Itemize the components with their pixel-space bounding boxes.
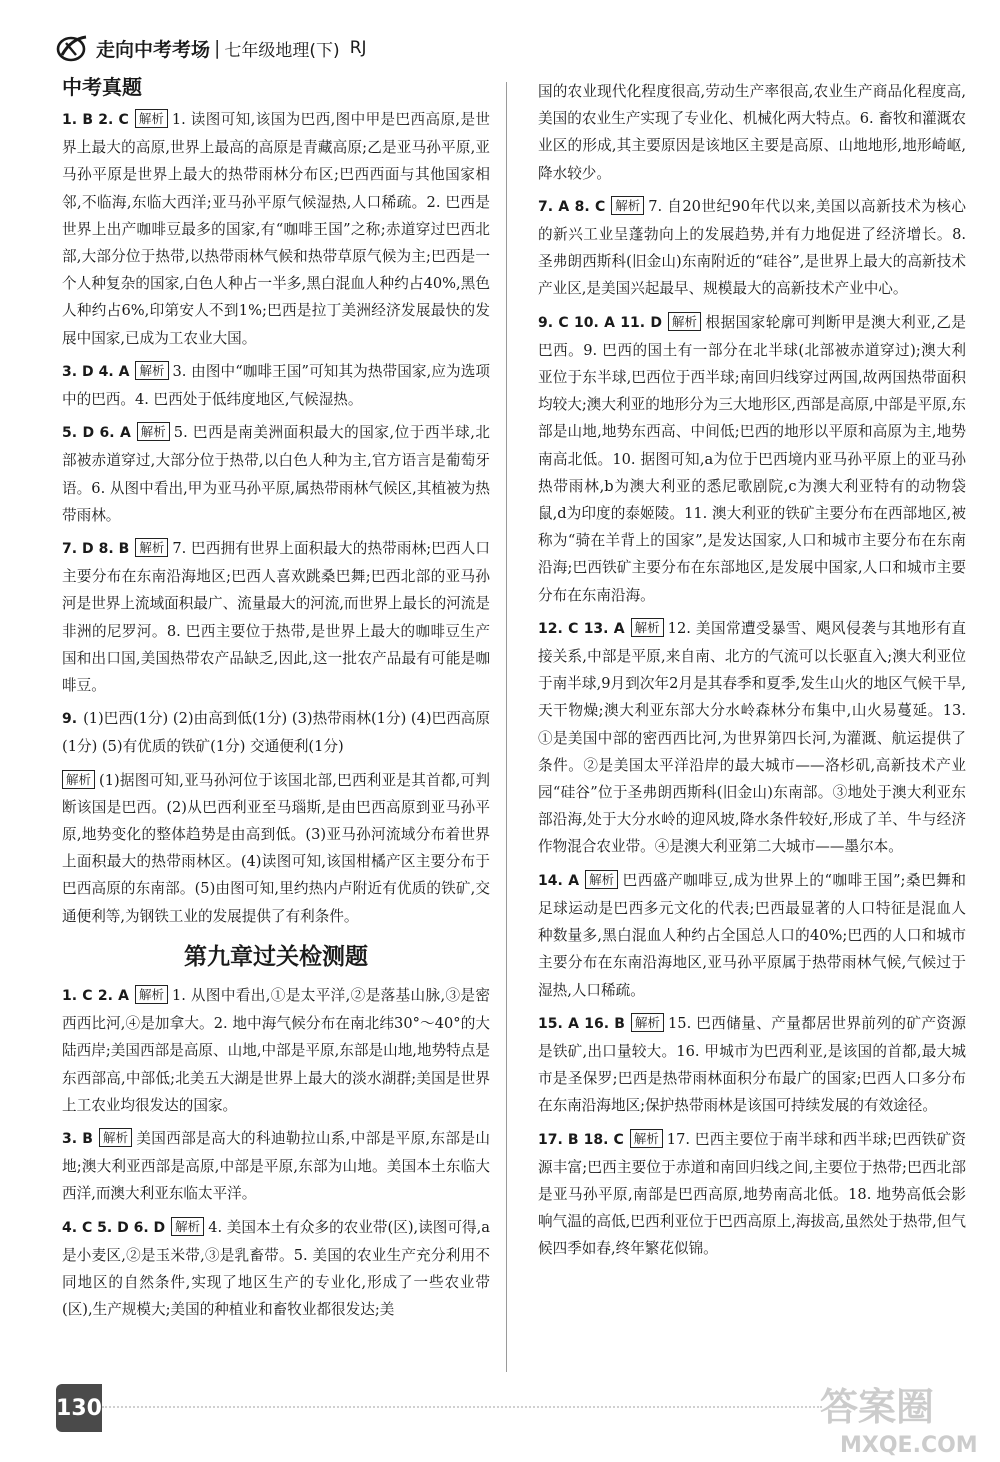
answer-explanation: 4. 美国本土有众多的农业带(区),读图可得,a是小麦区,②是玉米带,③是乳畜带。5. 美国的农业生产充分利用不同地区的自然条件,实现了地区生产的专业化,形成了一些农业带(区),生产规模大;美国的种植业和畜牧业都很发达;美: [62, 1218, 490, 1319]
column-divider: [506, 82, 507, 1372]
section-title: 中考真题: [62, 75, 142, 99]
answer-key: 3. D 4. A: [62, 363, 130, 380]
answer-item: [62, 705, 490, 760]
analysis-tag: 解析: [135, 985, 168, 1004]
answer-key: 17. B 18. C: [538, 1131, 624, 1148]
answer-key: 1. B 2. C: [62, 112, 129, 128]
header-separator: |: [214, 37, 221, 59]
analysis-tag: 解析: [135, 109, 168, 128]
answer-item: [62, 535, 490, 699]
answer-item: [538, 867, 966, 1004]
answer-key: 7. D 8. B: [62, 541, 130, 558]
analysis-tag: 解析: [171, 1217, 204, 1236]
answer-key: 5. D 6. A: [62, 425, 131, 442]
answer-item: [538, 1126, 966, 1263]
answer-item: [538, 78, 966, 187]
watermark-url: MXQE.COM: [840, 1433, 978, 1458]
analysis-tag: 解析: [585, 870, 618, 889]
answer-item: [538, 309, 966, 609]
answer-item: [62, 1214, 490, 1324]
brand-name: 走向中考考场: [96, 38, 211, 61]
answer-explanation: 17. 巴西主要位于南半球和西半球;巴西铁矿资源丰富;巴西主要位于赤道和南回归线之间,主要位于热带;巴西北部是亚马孙平原,南部是巴西高原,地势南高北低。18. 地势高低会影响气温的高低,巴西利亚位于巴西高原上,海拔高,虽然处于热带,但气候四季如春,终年繁花似锦。: [538, 1130, 966, 1258]
answer-item: [62, 1125, 490, 1208]
subject-label: 七年级地理(下): [224, 40, 340, 61]
answer-item: [538, 1010, 966, 1120]
answer-key: 9.: [62, 711, 78, 728]
answer-explanation: 15. 巴西储量、产量都居世界前列的矿产资源是铁矿,出口量较大。16. 甲城市为巴西利亚,是该国的首都,最大城市是圣保罗;巴西是热带雨林面积分布最广的国家;巴西人口多分布在东南沿海地区;保护热带雨林是该国可持续发展的有效途径。: [538, 1014, 966, 1115]
answer-item: [62, 419, 490, 529]
answer-explanation: 3. 由图中“咖啡王国”可知其为热带国家,应为选项中的巴西。4. 巴西处于低纬度地区,气候湿热。: [62, 362, 490, 409]
page-number: 130: [56, 1384, 102, 1432]
left-answer-list: [62, 106, 490, 930]
brand-logo-icon: [56, 33, 90, 63]
answer-item: [62, 106, 490, 352]
answer-explanation: (1)巴西(1分) (2)由高到低(1分) (3)热带雨林(1分) (4)巴西高原(1分) (5)有优质的铁矿(1分) 交通便利(1分): [62, 710, 490, 756]
answer-key: 4. C 5. D 6. D: [62, 1219, 166, 1236]
chapter-title: 第九章过关检测题: [184, 943, 368, 970]
answer-explanation: 12. 美国常遭受暴雪、飓风侵袭与其地形有直接关系,中部是平原,来自南、北方的气流可以长驱直入;澳大利亚位于南半球,9月到次年2月是其春季和夏季,发生山火的地区气候干旱,天干物燥;澳大利亚东部大分水岭森林分布集中,山火易蔓延。13. ①是美国中部的密西西比河,为世界第四长河,为灌溉、航运提供了条件。②是美国太平洋沿岸的最大城市——洛杉矶,高新技术产业园“硅谷”位于圣弗朗西斯科(旧金山)东南部。③地处于澳大利亚东部沿海,处于大分水岭的迎风坡,降水条件较好,形成了羊、牛与经济作物混合农业带。④是澳大利亚第二大城市——墨尔本。: [538, 619, 966, 856]
answer-explanation: 美国西部是高大的科迪勒拉山系,中部是平原,东部是山地;澳大利亚西部是高原,中部是平原,东部为山地。美国本土东临大西洋,而澳大利亚东临太平洋。: [62, 1129, 490, 1203]
analysis-tag: 解析: [631, 618, 664, 637]
edition-label: RJ: [349, 38, 367, 58]
analysis-tag: 解析: [631, 1013, 664, 1032]
watermark-text: 答案圈: [820, 1385, 935, 1429]
answer-key: 12. C 13. A: [538, 620, 625, 637]
answer-item: [62, 767, 490, 930]
answer-key: 14. A: [538, 872, 580, 889]
answer-explanation: 7. 巴西拥有世界上面积最大的热带雨林;巴西人口主要分布在东南沿海地区;巴西人喜欢跳桑巴舞;巴西北部的亚马孙河是世界上流域面积最广、流量最大的河流,而世界上最长的河流是非洲的尼罗河。8. 巴西主要位于热带,是世界上最大的咖啡豆生产国和出口国,美国热带农产品缺乏,因此,这一批农产品最有可能是咖啡豆。: [62, 540, 490, 695]
analysis-tag: 解析: [630, 1129, 663, 1148]
answer-key: 1. C 2. A: [62, 987, 129, 1004]
answer-item: [62, 982, 490, 1119]
answer-explanation: (1)据图可知,亚马孙河位于该国北部,巴西利亚是其首都,可判断该国是巴西。(2)从巴西利亚至马瑙斯,是由巴西高原到亚马孙平原,地势变化的整体趋势是由高到低。(3)亚马孙河流域分布着世界上面积最大的热带雨林区。(4)读图可知,该国柑橘产区主要分布于巴西高原的东南部。(5)由图可知,里约热内卢附近有优质的铁矿,交通便利等,为钢铁工业的发展提供了有利条件。: [62, 771, 490, 925]
answer-key: 3. B: [62, 1130, 93, 1147]
answer-key: 15. A 16. B: [538, 1015, 625, 1032]
analysis-tag: 解析: [137, 422, 170, 441]
analysis-tag: 解析: [611, 196, 644, 215]
analysis-tag: 解析: [135, 538, 168, 557]
left-column: [62, 72, 490, 1329]
answer-explanation: 国的农业现代化程度很高,劳动生产率很高,农业生产商品化程度高,美国的农业生产实现了专业化、机械化两大特点。6. 畜牧和灌溉农业区的形成,其主要原因是该地区主要是高原、山地地形,地形崎岖,降水较少。: [538, 83, 966, 182]
chapter-answer-list: [62, 982, 490, 1323]
watermark-logo: [812, 1376, 982, 1458]
answer-key: 9. C 10. A 11. D: [538, 314, 663, 331]
answer-key: 7. A 8. C: [538, 198, 606, 215]
analysis-tag: 解析: [668, 312, 701, 331]
answer-explanation: 根据国家轮廓可判断甲是澳大利亚,乙是巴西。9. 巴西的国土有一部分在北半球(北部被赤道穿过);澳大利亚位于东半球,巴西位于西半球;南回归线穿过两国,故两国热带面积均较大;澳大利亚的地形分为三大地形区,西部是高原,中部是平原,东部是山地,地势东西高、中间低;巴西的地形以平原和高原为主,地势南高北低。10. 据图可知,a为位于巴西境内亚马孙平原上的亚马孙热带雨林,b为澳大利亚的悉尼歌剧院,c为澳大利亚特有的动物袋鼠,d为印度的泰姬陵。11. 澳大利亚的铁矿主要分布在西部地区,被称为“骑在羊背上的国家”,是发达国家,人口和城市主要分布在东南沿海;巴西铁矿主要分布在东部地区,是发展中国家,人口和城市主要分布在东南沿海。: [538, 313, 967, 604]
analysis-tag: 解析: [99, 1128, 132, 1147]
answer-explanation: 巴西盛产咖啡豆,成为世界上的“咖啡王国”;桑巴舞和足球运动是巴西多元文化的代表;巴西最显著的人口特征是混血人种数量多,黑白混血人种约占全国总人口的40%;巴西的人口和城市主要分布在东南沿海地区,亚马孙平原属于热带雨林气候,气候过于湿热,人口稀疏。: [538, 871, 967, 999]
analysis-tag: 解析: [135, 361, 168, 380]
right-column: [538, 78, 966, 1269]
page-header: [56, 28, 496, 68]
answer-explanation: 1. 从图中看出,①是太平洋,②是落基山脉,③是密西西比河,④是加拿大。2. 地中海气候分布在南北纬30°～40°的大陆西岸;美国西部是高原、山地,中部是平原,东部是山地,地势特点是东西部高,中部低;北美五大湖是世界上最大的淡水湖群;美国是世界上工农业均很发达的国家。: [62, 986, 490, 1114]
footer-dotted-line: [102, 1406, 822, 1410]
answer-explanation: 5. 巴西是南美洲面积最大的国家,位于西半球,北部被赤道穿过,大部分位于热带,以白色人种为主,官方语言是葡萄牙语。6. 从图中看出,甲为亚马孙平原,属热带雨林气候区,其植被为热带雨林。: [62, 424, 490, 524]
answer-explanation: 1. 读图可知,该国为巴西,图中甲是巴西高原,是世界上最大的高原,世界上最高的高原是青藏高原;乙是亚马孙平原,亚马孙平原是世界上最大的热带雨林分布区;巴西西面与其他国家相邻,不临海,东临大西洋;亚马孙平原气候湿热,人口稀疏。2. 巴西是世界上出产咖啡豆最多的国家,有“咖啡王国”之称;赤道穿过巴西北部,大部分位于热带,以热带雨林气候和热带草原气候为主;巴西是一个人种复杂的国家,白色人种占一半多,黑白混血人种约占40%,黑色人种约占6%,印第安人不到1%;巴西是拉丁美洲经济发展最快的发展中国家,已成为工农业大国。: [62, 111, 491, 347]
answer-item: [538, 193, 966, 303]
right-answer-list: [538, 78, 966, 1263]
answer-explanation: 7. 自20世纪90年代以来,美国以高新技术为核心的新兴工业呈蓬勃向上的发展趋势,并有力地促进了经济增长。8. 圣弗朗西斯科(旧金山)东南附近的“硅谷”,是世界上最大的高新技术产业区,是美国兴起最早、规模最大的高新技术产业中心。: [538, 197, 966, 298]
analysis-tag: 解析: [62, 770, 95, 789]
answer-item: [62, 358, 490, 413]
answer-item: [538, 615, 966, 861]
